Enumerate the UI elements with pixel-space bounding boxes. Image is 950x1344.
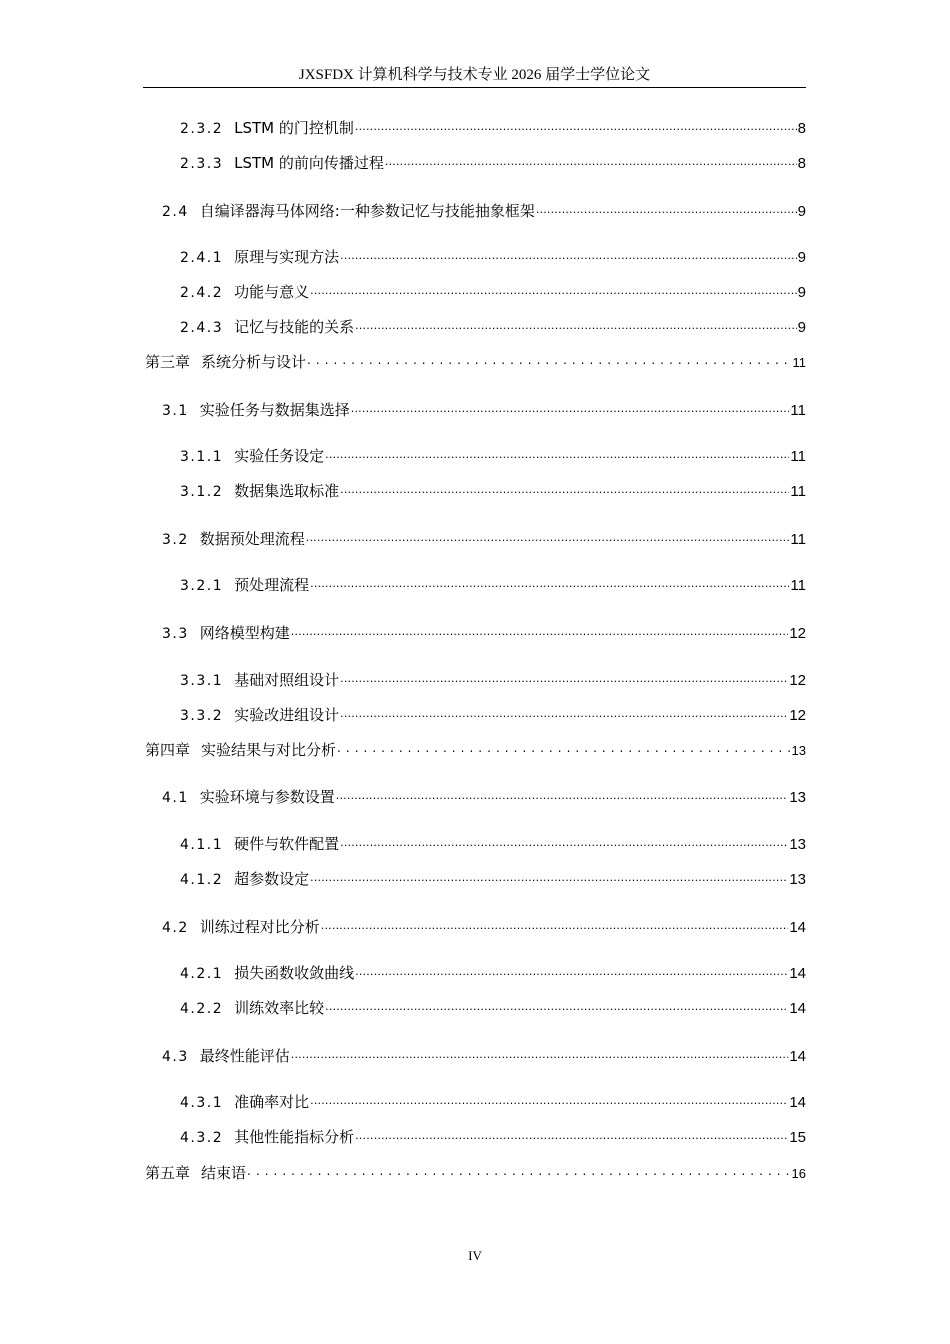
toc-entry-number: 4.2.2 <box>180 1001 224 1017</box>
toc-subsection-entry[interactable] <box>180 281 806 302</box>
toc-entry-title: LSTM 的门控机制 <box>234 119 354 137</box>
header-rule <box>143 87 806 88</box>
toc-entry-title: 原理与实现方法 <box>234 248 340 266</box>
toc-entry-number: 4.1.2 <box>180 872 224 888</box>
toc-dot-leader <box>325 445 789 461</box>
toc-entry-title: 网络模型构建 <box>199 624 290 642</box>
toc-entry-page: 16 <box>791 1166 806 1181</box>
toc-dot-leader <box>340 480 789 496</box>
toc-dot-leader <box>355 117 797 133</box>
toc-section-entry[interactable] <box>162 528 806 549</box>
toc-entry-page: 9 <box>797 319 806 336</box>
toc-entry-title: 实验任务与数据集选择 <box>199 401 350 419</box>
toc-section-entry[interactable] <box>162 916 806 937</box>
toc-entry-title: 功能与意义 <box>234 283 310 301</box>
toc-entry-page: 8 <box>797 120 806 137</box>
toc-entry-number: 3.3.2 <box>180 708 224 724</box>
toc-entry-number: 第四章 <box>145 741 191 759</box>
toc-entry-number: 第五章 <box>145 1164 191 1182</box>
toc-entry-title: 损失函数收敛曲线 <box>234 964 355 982</box>
toc-subsection-entry[interactable] <box>180 152 806 173</box>
toc-dot-leader <box>307 351 791 367</box>
toc-entry-page: 14 <box>789 965 806 982</box>
toc-dot-leader <box>340 669 788 685</box>
toc-subsection-entry[interactable] <box>180 704 806 725</box>
toc-entry-number: 2.3.2 <box>180 121 224 137</box>
toc-entry-page: 12 <box>789 625 806 642</box>
toc-entry-number: 3.2.1 <box>180 578 224 594</box>
toc-subsection-entry[interactable] <box>180 962 806 983</box>
toc-subsection-entry[interactable] <box>180 1126 806 1147</box>
toc-entry-title: 实验任务设定 <box>234 447 325 465</box>
toc-entry-page: 13 <box>789 871 806 888</box>
toc-entry-number: 2.4 <box>162 204 189 220</box>
toc-entry-page: 8 <box>797 155 806 172</box>
toc-entry-title: 实验结果与对比分析 <box>201 741 337 759</box>
toc-dot-leader <box>385 152 797 168</box>
toc-entry-title: 基础对照组设计 <box>234 671 340 689</box>
toc-entry-number: 3.3 <box>162 626 189 642</box>
toc-entry-title: 准确率对比 <box>234 1093 310 1111</box>
toc-entry-page: 11 <box>790 531 806 548</box>
toc-dot-leader <box>340 704 788 720</box>
toc-entry-title: 训练效率比较 <box>234 999 325 1017</box>
toc-section-entry[interactable] <box>162 200 806 221</box>
toc-entry-title: 实验改进组设计 <box>234 706 340 724</box>
toc-section-entry[interactable] <box>162 399 806 420</box>
toc-entry-number: 4.3.2 <box>180 1130 224 1146</box>
toc-entry-title: LSTM 的前向传播过程 <box>234 154 384 172</box>
toc-entry-page: 11 <box>790 402 806 419</box>
toc-entry-number: 2.4.1 <box>180 250 224 266</box>
toc-entry-title: 硬件与软件配置 <box>234 835 340 853</box>
toc-entry-page: 9 <box>797 203 806 220</box>
toc-entry-title: 其他性能指标分析 <box>234 1128 355 1146</box>
toc-dot-leader <box>337 739 791 755</box>
toc-dot-leader <box>247 1162 791 1178</box>
toc-entry-title: 训练过程对比分析 <box>199 918 320 936</box>
toc-dot-leader <box>325 997 788 1013</box>
toc-dot-leader <box>351 399 790 415</box>
toc-entry-title: 实验环境与参数设置 <box>199 788 335 806</box>
toc-dot-leader <box>291 622 789 638</box>
toc-entry-number: 3.1.2 <box>180 484 224 500</box>
toc-entry-number: 4.2.1 <box>180 966 224 982</box>
toc-entry-title: 系统分析与设计 <box>201 353 307 371</box>
toc-entry-number: 2.3.3 <box>180 156 224 172</box>
toc-entry-page: 14 <box>789 1048 806 1065</box>
page-number: IV <box>468 1248 482 1263</box>
toc-subsection-entry[interactable] <box>180 246 806 267</box>
toc-subsection-entry[interactable] <box>180 574 806 595</box>
toc-subsection-entry[interactable] <box>180 669 806 690</box>
toc-entry-page: 9 <box>797 249 806 266</box>
toc-dot-leader <box>291 1045 789 1061</box>
toc-entry-number: 3.2 <box>162 532 189 548</box>
toc-subsection-entry[interactable] <box>180 868 806 889</box>
toc-dot-leader <box>340 246 797 262</box>
toc-section-entry[interactable] <box>162 1045 806 1066</box>
toc-entry-page: 15 <box>789 1129 806 1146</box>
toc-dot-leader <box>306 528 790 544</box>
toc-subsection-entry[interactable] <box>180 316 806 337</box>
toc-entry-title: 最终性能评估 <box>199 1047 290 1065</box>
toc-entry-number: 2.4.3 <box>180 320 224 336</box>
toc-entry-page: 12 <box>789 672 806 689</box>
toc-entry-title: 预处理流程 <box>234 576 310 594</box>
toc-entry-page: 11 <box>790 448 806 465</box>
toc-chapter-entry[interactable] <box>145 739 806 760</box>
toc-entry-number: 第三章 <box>145 353 191 371</box>
toc-entry-page: 13 <box>789 836 806 853</box>
toc-section-entry[interactable] <box>162 786 806 807</box>
toc-entry-page: 12 <box>789 707 806 724</box>
toc-subsection-entry[interactable] <box>180 445 806 466</box>
toc-entry-page: 11 <box>790 577 806 594</box>
toc-dot-leader <box>340 833 788 849</box>
toc-entry-number: 4.1 <box>162 790 189 806</box>
toc-entry-page: 14 <box>789 1000 806 1017</box>
toc-chapter-entry[interactable] <box>145 351 806 372</box>
toc-entry-number: 4.1.1 <box>180 837 224 853</box>
toc-entry-page: 14 <box>789 1094 806 1111</box>
toc-entry-page: 11 <box>792 355 806 370</box>
toc-entry-title: 记忆与技能的关系 <box>234 318 355 336</box>
toc-entry-number: 3.1.1 <box>180 449 224 465</box>
toc-entry-title: 超参数设定 <box>234 870 310 888</box>
toc-entry-page: 13 <box>791 743 806 758</box>
toc-dot-leader <box>310 281 797 297</box>
toc-dot-leader <box>355 316 797 332</box>
toc-dot-leader <box>355 1126 788 1142</box>
toc-subsection-entry[interactable] <box>180 117 806 138</box>
toc-entry-page: 14 <box>789 919 806 936</box>
toc-subsection-entry[interactable] <box>180 833 806 854</box>
toc-dot-leader <box>536 200 797 216</box>
running-header: JXSFDX 计算机科学与技术专业 2026 届学士学位论文 <box>298 67 651 83</box>
toc-dot-leader <box>310 868 788 884</box>
toc-dot-leader <box>310 1091 788 1107</box>
toc-dot-leader <box>310 574 789 590</box>
toc-entry-title: 自编译器海马体网络:一种参数记忆与技能抽象框架 <box>199 202 535 220</box>
toc-entry-number: 4.2 <box>162 920 189 936</box>
toc-entry-number: 4.3 <box>162 1049 189 1065</box>
toc-chapter-entry[interactable] <box>145 1162 806 1183</box>
toc-subsection-entry[interactable] <box>180 1091 806 1112</box>
toc-entry-page: 9 <box>797 284 806 301</box>
toc-entry-title: 结束语 <box>201 1164 247 1182</box>
toc-section-entry[interactable] <box>162 622 806 643</box>
toc-subsection-entry[interactable] <box>180 997 806 1018</box>
toc-entry-page: 13 <box>789 789 806 806</box>
toc-entry-number: 3.1 <box>162 403 189 419</box>
toc-dot-leader <box>321 916 789 932</box>
toc-entry-title: 数据集选取标准 <box>234 482 340 500</box>
toc-subsection-entry[interactable] <box>180 480 806 501</box>
toc-dot-leader <box>336 786 789 802</box>
toc-entry-number: 2.4.2 <box>180 285 224 301</box>
toc-entry-number: 3.3.1 <box>180 673 224 689</box>
toc-entry-number: 4.3.1 <box>180 1095 224 1111</box>
toc-dot-leader <box>355 962 788 978</box>
toc-entry-title: 数据预处理流程 <box>199 530 305 548</box>
toc-entry-page: 11 <box>790 483 806 500</box>
